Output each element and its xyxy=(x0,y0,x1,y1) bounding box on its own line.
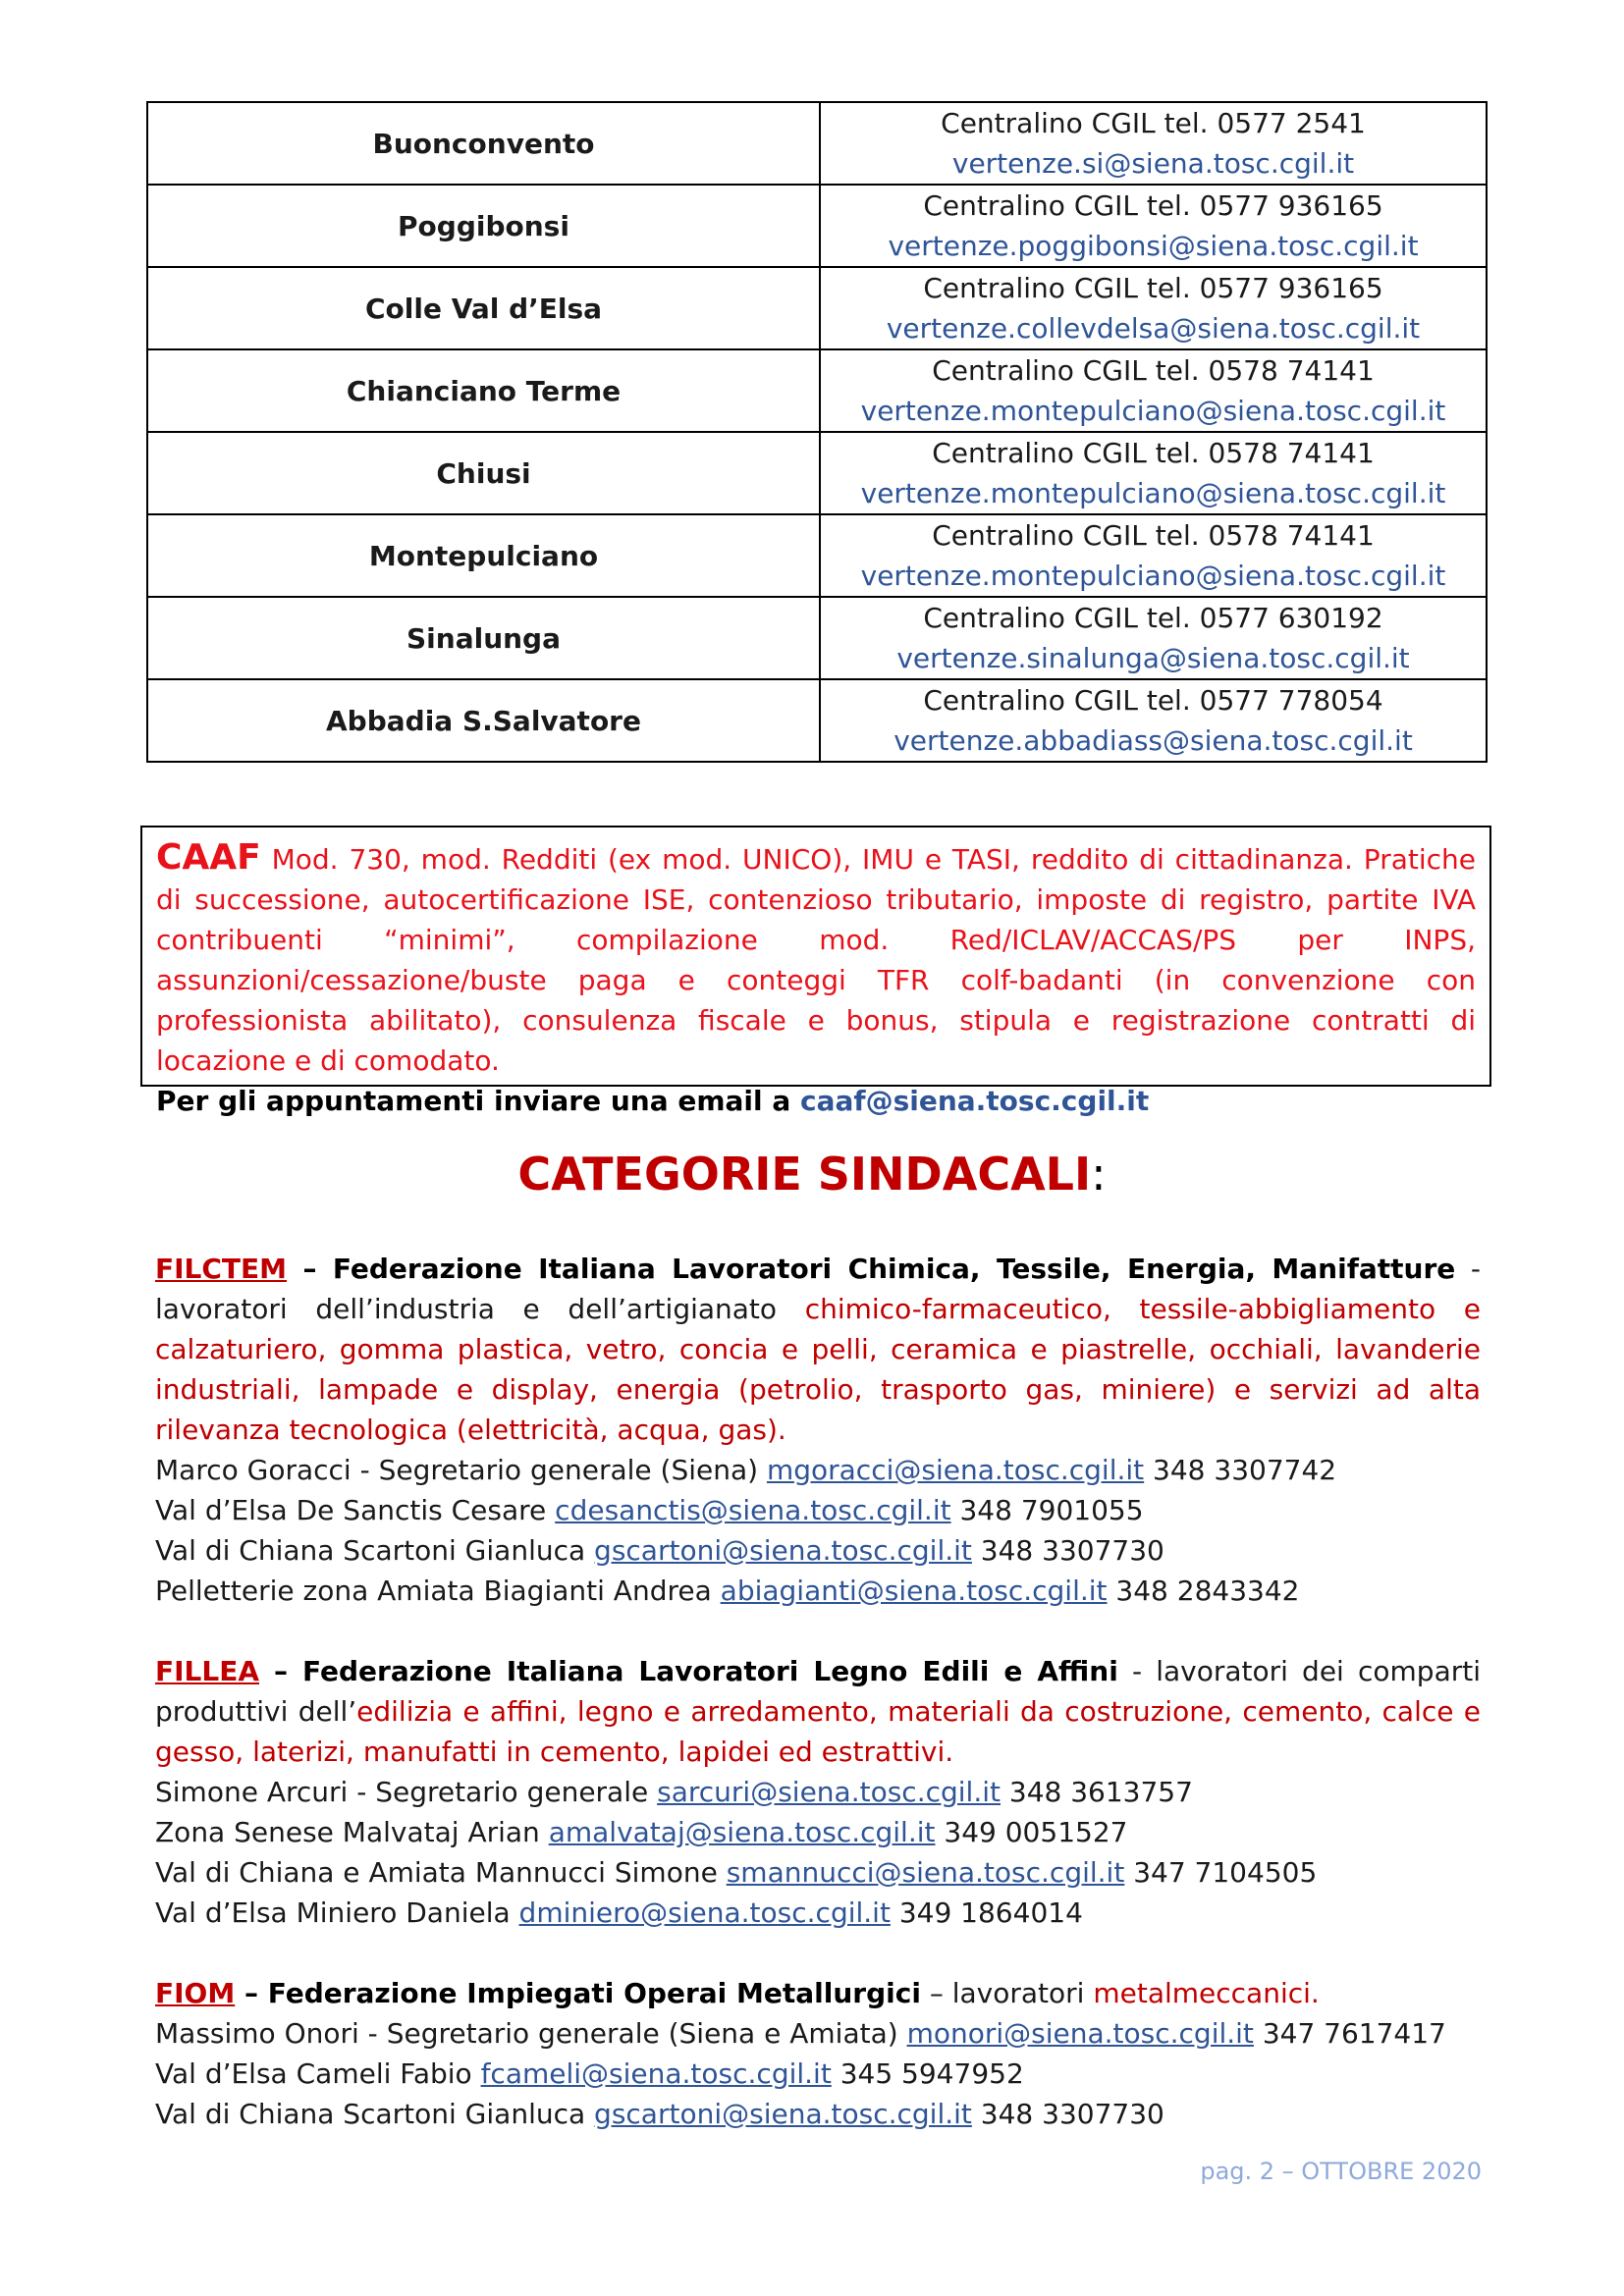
office-contact xyxy=(820,597,1487,679)
caaf-description xyxy=(156,837,1476,1081)
office-email-link[interactable]: vertenze.montepulciano@siena.tosc.cgil.it xyxy=(860,477,1446,509)
office-contact xyxy=(820,267,1487,349)
contact-email-link[interactable]: sarcuri@siena.tosc.cgil.it xyxy=(657,1776,1001,1808)
categories-title-colon: : xyxy=(1091,1148,1107,1201)
office-row xyxy=(147,185,1487,267)
office-name: Colle Val d’Elsa xyxy=(147,267,820,349)
contact-line xyxy=(155,1852,1481,1893)
contact-email-link[interactable]: amalvataj@siena.tosc.cgil.it xyxy=(548,1816,936,1848)
office-email-link[interactable]: vertenze.collevdelsa@siena.tosc.cgil.it xyxy=(886,312,1421,345)
office-phone: Centralino CGIL tel. 0577 2541 xyxy=(941,107,1366,139)
contact-name: Pelletterie zona Amiata Biagianti Andrea xyxy=(155,1575,721,1607)
office-row xyxy=(147,514,1487,597)
office-row xyxy=(147,432,1487,514)
category-full-name: – Federazione Impiegati Operai Metallurgici xyxy=(235,1977,921,2009)
office-name: Sinalunga xyxy=(147,597,820,679)
contact-name: Zona Senese Malvataj Arian xyxy=(155,1816,549,1848)
contact-line xyxy=(155,1893,1481,1933)
office-row xyxy=(147,267,1487,349)
category-desc-text: – lavoratori xyxy=(920,1977,1094,2009)
contact-email-link[interactable]: monori@siena.tosc.cgil.it xyxy=(906,2017,1254,2050)
office-email-link[interactable]: vertenze.montepulciano@siena.tosc.cgil.it xyxy=(860,395,1446,427)
contact-email-link[interactable]: mgoracci@siena.tosc.cgil.it xyxy=(766,1454,1145,1486)
office-contact xyxy=(820,185,1487,267)
category-sectors: edilizia e affini, legno e arredamento, materiali da costruzione, cemento, calce e gesso, laterizi, manufatti in cemento, lapidei ed estrattivi. xyxy=(155,1695,1481,1768)
office-name: Buonconvento xyxy=(147,102,820,185)
office-phone: Centralino CGIL tel. 0578 74141 xyxy=(932,437,1375,469)
office-contact xyxy=(820,514,1487,597)
contact-phone: 347 7104505 xyxy=(1124,1856,1318,1889)
contact-line xyxy=(155,1450,1481,1490)
contact-phone: 345 5947952 xyxy=(831,2057,1024,2090)
category-full-name: – Federazione Italiana Lavoratori Chimica, Tessile, Energia, Manifatture xyxy=(287,1253,1456,1285)
contact-phone: 348 7901055 xyxy=(950,1494,1144,1526)
caaf-appointment-label: Per gli appuntamenti inviare una email a xyxy=(156,1085,800,1117)
office-phone: Centralino CGIL tel. 0577 936165 xyxy=(923,272,1383,304)
contact-name: Val d’Elsa Cameli Fabio xyxy=(155,2057,481,2090)
contact-name: Val d’Elsa De Sanctis Cesare xyxy=(155,1494,556,1526)
category-sectors: chimico-farmaceutico, tessile-abbigliamento e calzaturiero, gomma plastica, vetro, concia e pelli, ceramica e piastrelle, occhiali, lavanderie industriali, lampade e display, energia (petrolio, trasporto gas, miniere) e servizi ad alta rilevanza tecnologica (elettricità, acqua, gas). xyxy=(155,1293,1481,1446)
contact-phone: 348 2843342 xyxy=(1107,1575,1300,1607)
page-footer: pag. 2 – OTTOBRE 2020 xyxy=(1200,2158,1482,2185)
office-contact xyxy=(820,432,1487,514)
office-phone: Centralino CGIL tel. 0577 778054 xyxy=(923,684,1383,717)
contact-name: Val di Chiana Scartoni Gianluca xyxy=(155,2098,595,2130)
contact-phone: 349 0051527 xyxy=(935,1816,1128,1848)
office-row xyxy=(147,349,1487,432)
contact-email-link[interactable]: abiagianti@siena.tosc.cgil.it xyxy=(720,1575,1108,1607)
contact-email-link[interactable]: gscartoni@siena.tosc.cgil.it xyxy=(594,1534,972,1567)
contact-line xyxy=(155,1812,1481,1852)
office-phone: Centralino CGIL tel. 0578 74141 xyxy=(932,354,1375,387)
office-phone: Centralino CGIL tel. 0577 936165 xyxy=(923,189,1383,222)
caaf-appointment xyxy=(156,1081,1476,1121)
category-abbr: FILCTEM xyxy=(155,1253,288,1285)
office-email-link[interactable]: vertenze.montepulciano@siena.tosc.cgil.it xyxy=(860,560,1446,592)
contact-line xyxy=(155,1530,1481,1571)
contact-line xyxy=(155,1490,1481,1530)
caaf-email-link[interactable]: caaf@siena.tosc.cgil.it xyxy=(800,1085,1150,1117)
caaf-title: CAAF xyxy=(156,837,261,878)
office-phone: Centralino CGIL tel. 0577 630192 xyxy=(923,602,1383,634)
category-sectors: metalmeccanici. xyxy=(1093,1977,1320,2009)
office-email-link[interactable]: vertenze.si@siena.tosc.cgil.it xyxy=(951,147,1355,180)
contact-email-link[interactable]: smannucci@siena.tosc.cgil.it xyxy=(726,1856,1125,1889)
office-name: Chianciano Terme xyxy=(147,349,820,432)
office-row xyxy=(147,102,1487,185)
category-section xyxy=(155,1973,1481,2134)
contact-name: Val di Chiana e Amiata Mannucci Simone xyxy=(155,1856,727,1889)
office-phone: Centralino CGIL tel. 0578 74141 xyxy=(932,519,1375,552)
office-row xyxy=(147,597,1487,679)
categories-title-text: CATEGORIE SINDACALI xyxy=(517,1148,1092,1201)
categories-title xyxy=(0,1145,1624,1203)
contact-line xyxy=(155,1571,1481,1611)
category-description xyxy=(155,1249,1481,1450)
contact-phone: 349 1864014 xyxy=(890,1896,1083,1929)
contact-email-link[interactable]: gscartoni@siena.tosc.cgil.it xyxy=(594,2098,972,2130)
contact-name: Val d’Elsa Miniero Daniela xyxy=(155,1896,519,1929)
contact-email-link[interactable]: cdesanctis@siena.tosc.cgil.it xyxy=(555,1494,951,1526)
contact-name: Simone Arcuri - Segretario generale xyxy=(155,1776,658,1808)
office-contact xyxy=(820,102,1487,185)
category-description xyxy=(155,1973,1481,2013)
office-contact xyxy=(820,679,1487,762)
contact-line xyxy=(155,1772,1481,1812)
category-abbr: FILLEA xyxy=(155,1655,260,1687)
category-abbr: FIOM xyxy=(155,1977,236,2009)
caaf-text: Mod. 730, mod. Redditi (ex mod. UNICO), IMU e TASI, reddito di cittadinanza. Pratiche di successione, autocertificazione ISE, contenzioso tributario, imposte di registro, partite IVA contribuenti “minimi”, compilazione mod. Red/ICLAV/ACCAS/PS per INPS, assunzioni/cessazione/buste paga e conteggi TFR colf-badanti (in convenzione con professionista abilitato), consulenza fiscale e bonus, stipula e registrazione contratti di locazione e di comodato. xyxy=(156,843,1476,1077)
category-desc-text: - lavoratori dell’industria e dell’artigianato xyxy=(155,1253,1481,1325)
contact-email-link[interactable]: dminiero@siena.tosc.cgil.it xyxy=(518,1896,891,1929)
office-email-link[interactable]: vertenze.poggibonsi@siena.tosc.cgil.it xyxy=(888,230,1419,262)
contact-line xyxy=(155,2054,1481,2094)
contact-line xyxy=(155,2094,1481,2134)
contact-phone: 347 7617417 xyxy=(1253,2017,1446,2050)
office-name: Abbadia S.Salvatore xyxy=(147,679,820,762)
category-section xyxy=(155,1651,1481,1933)
contact-line xyxy=(155,2013,1481,2054)
contact-email-link[interactable]: fcameli@siena.tosc.cgil.it xyxy=(480,2057,832,2090)
office-contact xyxy=(820,349,1487,432)
office-email-link[interactable]: vertenze.sinalunga@siena.tosc.cgil.it xyxy=(896,642,1410,674)
contact-phone: 348 3613757 xyxy=(1000,1776,1193,1808)
union-categories xyxy=(155,1249,1481,2174)
office-name: Poggibonsi xyxy=(147,185,820,267)
office-name: Montepulciano xyxy=(147,514,820,597)
office-email-link[interactable]: vertenze.abbadiass@siena.tosc.cgil.it xyxy=(893,724,1413,757)
category-section xyxy=(155,1249,1481,1611)
category-full-name: – Federazione Italiana Lavoratori Legno Edili e Affini xyxy=(259,1655,1118,1687)
office-row xyxy=(147,679,1487,762)
office-name: Chiusi xyxy=(147,432,820,514)
contact-phone: 348 3307742 xyxy=(1144,1454,1337,1486)
contact-phone: 348 3307730 xyxy=(971,1534,1164,1567)
category-description xyxy=(155,1651,1481,1772)
contact-phone: 348 3307730 xyxy=(971,2098,1164,2130)
caaf-box xyxy=(140,826,1491,1117)
contact-name: Marco Goracci - Segretario generale (Siena) xyxy=(155,1454,767,1486)
offices-table xyxy=(146,101,1488,763)
contact-name: Val di Chiana Scartoni Gianluca xyxy=(155,1534,595,1567)
category-desc-text: - lavoratori dei comparti produttivi dell’ xyxy=(155,1655,1481,1728)
contact-name: Massimo Onori - Segretario generale (Siena e Amiata) xyxy=(155,2017,907,2050)
